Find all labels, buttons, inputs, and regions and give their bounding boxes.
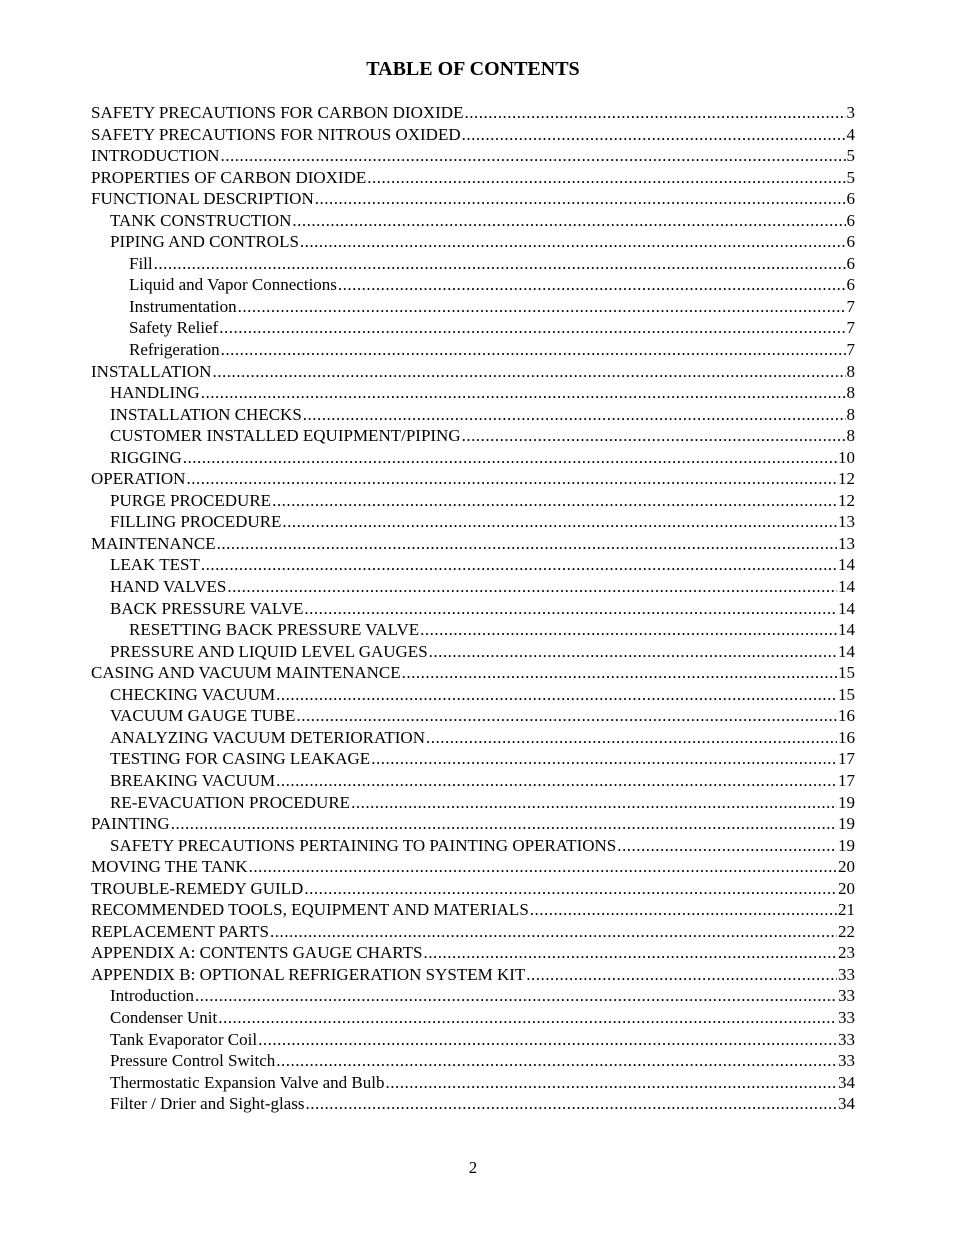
page-number: 2: [468, 1158, 478, 1177]
toc-entry-page-number: 19: [838, 814, 855, 834]
toc-entry[interactable]: [91, 576, 855, 598]
dot-leader: [276, 1050, 837, 1072]
dot-leader: [201, 382, 846, 404]
toc-entry-title: PROPERTIES OF CARBON DIOXIDE: [91, 167, 367, 187]
toc-entry-page-number: 8: [846, 426, 855, 446]
toc-entry[interactable]: [91, 468, 855, 490]
dot-leader: [423, 942, 837, 964]
toc-entry-title: Introduction: [110, 986, 195, 1006]
toc-entry-title: CUSTOMER INSTALLED EQUIPMENT/PIPING: [110, 426, 461, 446]
dot-leader: [276, 684, 837, 706]
dot-leader: [338, 274, 846, 296]
toc-entry[interactable]: [91, 835, 855, 857]
toc-entry[interactable]: [91, 339, 855, 361]
dot-leader: [303, 404, 846, 426]
dot-leader: [304, 598, 837, 620]
page-title: TABLE OF CONTENTS: [366, 58, 580, 80]
dot-leader: [420, 619, 837, 641]
toc-entry-page-number: 33: [838, 1051, 855, 1071]
toc-entry-page-number: 6: [846, 189, 855, 209]
toc-entry-page-number: 7: [846, 318, 855, 338]
toc-entry-page-number: 20: [838, 878, 855, 898]
toc-entry[interactable]: [91, 985, 855, 1007]
toc-entry-title: Safety Relief: [129, 318, 219, 338]
dot-leader: [219, 317, 845, 339]
toc-entry-page-number: 14: [838, 555, 855, 575]
dot-leader: [238, 296, 846, 318]
toc-entry-title: Instrumentation: [129, 296, 237, 316]
toc-entry-title: Condenser Unit: [110, 1007, 218, 1027]
toc-entry-page-number: 8: [846, 404, 855, 424]
toc-entry-title: APPENDIX A: CONTENTS GAUGE CHARTS: [91, 943, 423, 963]
toc-entry-title: LEAK TEST: [110, 555, 200, 575]
toc-entry-page-number: 33: [838, 986, 855, 1006]
toc-entry[interactable]: [91, 964, 855, 986]
dot-leader: [300, 231, 846, 253]
toc-entry-page-number: 21: [838, 900, 855, 920]
toc-entry[interactable]: [91, 942, 855, 964]
toc-entry-title: MOVING THE TANK: [91, 857, 248, 877]
toc-entry[interactable]: [91, 382, 855, 404]
toc-entry-page-number: 12: [838, 469, 855, 489]
dot-leader: [304, 878, 837, 900]
toc-entry[interactable]: [91, 511, 855, 533]
dot-leader: [186, 468, 837, 490]
dot-leader: [276, 770, 837, 792]
dot-leader: [221, 339, 846, 361]
toc-entry-title: Pressure Control Switch: [110, 1051, 276, 1071]
toc-entry-title: FILLING PROCEDURE: [110, 512, 282, 532]
toc-entry[interactable]: [91, 317, 855, 339]
toc-entry-page-number: 14: [838, 598, 855, 618]
toc-entry[interactable]: [91, 921, 855, 943]
toc-entry[interactable]: [91, 792, 855, 814]
dot-leader: [183, 447, 837, 469]
toc-entry[interactable]: [91, 684, 855, 706]
dot-leader: [296, 705, 837, 727]
dot-leader: [464, 102, 845, 124]
toc-entry[interactable]: [91, 619, 855, 641]
toc-entry-title: ANALYZING VACUUM DETERIORATION: [110, 727, 425, 747]
toc-entry[interactable]: [91, 188, 855, 210]
dot-leader: [195, 985, 837, 1007]
toc-entry-title: HANDLING: [110, 383, 200, 403]
toc-entry[interactable]: [91, 296, 855, 318]
toc-entry-title: Filter / Drier and Sight-glass: [110, 1094, 305, 1114]
dot-leader: [258, 1029, 837, 1051]
toc-entry-title: HAND VALVES: [110, 577, 227, 597]
toc-entry[interactable]: [91, 533, 855, 555]
toc-entry-title: CHECKING VACUUM: [110, 684, 276, 704]
dot-leader: [201, 554, 837, 576]
toc-entry-page-number: 6: [846, 232, 855, 252]
toc-entry-title: OPERATION: [91, 469, 186, 489]
toc-entry-title: TESTING FOR CASING LEAKAGE: [110, 749, 371, 769]
toc-entry[interactable]: [91, 1072, 855, 1094]
dot-leader: [249, 856, 837, 878]
toc-entry-page-number: 16: [838, 727, 855, 747]
toc-entry-page-number: 13: [838, 533, 855, 553]
toc-entry[interactable]: [91, 770, 855, 792]
toc-entry-title: MAINTENANCE: [91, 533, 216, 553]
toc-entry[interactable]: [91, 231, 855, 253]
toc-entry-page-number: 19: [838, 792, 855, 812]
toc-entry-title: RECOMMENDED TOOLS, EQUIPMENT AND MATERIALS: [91, 900, 529, 920]
toc-entry-page-number: 17: [838, 749, 855, 769]
toc-entry-title: CASING AND VACUUM MAINTENANCE: [91, 663, 401, 683]
toc-entry-page-number: 13: [838, 512, 855, 532]
toc-entry[interactable]: [91, 1007, 855, 1029]
toc-entry[interactable]: [91, 274, 855, 296]
toc-entry-title: VACUUM GAUGE TUBE: [110, 706, 296, 726]
toc-entry-title: INSTALLATION CHECKS: [110, 404, 302, 424]
toc-entry-page-number: 10: [838, 447, 855, 467]
toc-entry-page-number: 17: [838, 770, 855, 790]
toc-entry[interactable]: [91, 856, 855, 878]
toc-entry-page-number: 5: [846, 167, 855, 187]
toc-entry-title: PIPING AND CONTROLS: [110, 232, 299, 252]
toc-entry-page-number: 33: [838, 964, 855, 984]
toc-entry-page-number: 8: [846, 361, 855, 381]
toc-entry[interactable]: [91, 210, 855, 232]
table-of-contents: [91, 102, 855, 1115]
dot-leader: [351, 792, 837, 814]
toc-entry-page-number: 6: [846, 275, 855, 295]
dot-leader: [426, 727, 837, 749]
toc-entry[interactable]: [91, 641, 855, 663]
toc-entry-title: FUNCTIONAL DESCRIPTION: [91, 189, 314, 209]
toc-entry[interactable]: [91, 447, 855, 469]
dot-leader: [272, 490, 837, 512]
toc-entry-page-number: 7: [846, 340, 855, 360]
toc-entry-title: INTRODUCTION: [91, 146, 220, 166]
dot-leader: [217, 533, 837, 555]
dot-leader: [462, 124, 846, 146]
toc-entry-title: INSTALLATION: [91, 361, 212, 381]
toc-entry[interactable]: [91, 404, 855, 426]
toc-entry-title: SAFETY PRECAUTIONS FOR NITROUS OXIDED: [91, 124, 461, 144]
toc-entry-title: BREAKING VACUUM: [110, 770, 276, 790]
toc-entry-title: PAINTING: [91, 814, 170, 834]
toc-entry[interactable]: [91, 1029, 855, 1051]
toc-entry-title: Thermostatic Expansion Valve and Bulb: [110, 1072, 385, 1092]
toc-entry[interactable]: [91, 554, 855, 576]
dot-leader: [402, 662, 837, 684]
toc-entry-page-number: 23: [838, 943, 855, 963]
toc-entry-page-number: 6: [846, 253, 855, 273]
toc-entry[interactable]: [91, 878, 855, 900]
dot-leader: [212, 361, 845, 383]
toc-entry[interactable]: [91, 813, 855, 835]
toc-entry[interactable]: [91, 361, 855, 383]
toc-entry-title: Liquid and Vapor Connections: [129, 275, 337, 295]
toc-entry-title: TANK CONSTRUCTION: [110, 210, 292, 230]
toc-entry-title: Tank Evaporator Coil: [110, 1029, 258, 1049]
toc-entry-page-number: 34: [838, 1072, 855, 1092]
toc-entry[interactable]: [91, 490, 855, 512]
toc-entry[interactable]: [91, 253, 855, 275]
dot-leader: [220, 145, 845, 167]
toc-entry-page-number: 15: [838, 663, 855, 683]
toc-entry-page-number: 33: [838, 1007, 855, 1027]
dot-leader: [292, 210, 845, 232]
toc-entry-page-number: 12: [838, 490, 855, 510]
dot-leader: [367, 167, 845, 189]
dot-leader: [385, 1072, 837, 1094]
toc-entry[interactable]: [91, 748, 855, 770]
toc-entry-title: SAFETY PRECAUTIONS PERTAINING TO PAINTING OPERATIONS: [110, 835, 617, 855]
toc-entry-title: BACK PRESSURE VALVE: [110, 598, 304, 618]
toc-entry[interactable]: [91, 1050, 855, 1072]
dot-leader: [530, 899, 837, 921]
dot-leader: [429, 641, 837, 663]
toc-entry-page-number: 34: [838, 1094, 855, 1114]
dot-leader: [270, 921, 837, 943]
toc-entry-page-number: 15: [838, 684, 855, 704]
toc-entry[interactable]: [91, 705, 855, 727]
toc-entry-title: RE-EVACUATION PROCEDURE: [110, 792, 351, 812]
toc-entry-page-number: 14: [838, 577, 855, 597]
toc-entry-title: PURGE PROCEDURE: [110, 490, 272, 510]
dot-leader: [218, 1007, 837, 1029]
dot-leader: [282, 511, 837, 533]
toc-entry[interactable]: [91, 145, 855, 167]
toc-entry-title: APPENDIX B: OPTIONAL REFRIGERATION SYSTEM KIT: [91, 964, 526, 984]
toc-entry[interactable]: [91, 1093, 855, 1115]
toc-entry-title: REPLACEMENT PARTS: [91, 921, 269, 941]
toc-entry-page-number: 7: [846, 296, 855, 316]
toc-entry-page-number: 3: [846, 103, 855, 122]
toc-entry[interactable]: [91, 727, 855, 749]
toc-entry-page-number: 14: [838, 620, 855, 640]
dot-leader: [315, 188, 846, 210]
dot-leader: [227, 576, 837, 598]
toc-entry[interactable]: [91, 598, 855, 620]
dot-leader: [171, 813, 837, 835]
toc-entry-title: Fill: [129, 253, 153, 273]
dot-leader: [154, 253, 846, 275]
toc-entry-title: Refrigeration: [129, 340, 220, 360]
toc-entry[interactable]: [91, 425, 855, 447]
toc-entry-title: RESETTING BACK PRESSURE VALVE: [129, 620, 420, 640]
toc-entry-title: PRESSURE AND LIQUID LEVEL GAUGES: [110, 641, 428, 661]
toc-entry[interactable]: [91, 124, 855, 146]
toc-entry-page-number: 14: [838, 641, 855, 661]
toc-entry[interactable]: [91, 102, 855, 124]
toc-entry[interactable]: [91, 167, 855, 189]
dot-leader: [526, 964, 837, 986]
toc-entry[interactable]: [91, 899, 855, 921]
dot-leader: [306, 1093, 837, 1115]
toc-entry-title: RIGGING: [110, 447, 182, 467]
dot-leader: [371, 748, 837, 770]
dot-leader: [617, 835, 837, 857]
toc-entry-page-number: 8: [846, 383, 855, 403]
toc-entry-page-number: 33: [838, 1029, 855, 1049]
toc-entry-page-number: 20: [838, 857, 855, 877]
toc-entry[interactable]: [91, 662, 855, 684]
toc-entry-title: SAFETY PRECAUTIONS FOR CARBON DIOXIDE: [91, 103, 464, 122]
dot-leader: [462, 425, 846, 447]
toc-entry-title: TROUBLE-REMEDY GUILD: [91, 878, 304, 898]
toc-entry-page-number: 22: [838, 921, 855, 941]
toc-entry-page-number: 5: [846, 146, 855, 166]
toc-entry-page-number: 6: [846, 210, 855, 230]
toc-entry-page-number: 19: [838, 835, 855, 855]
toc-entry-page-number: 4: [846, 124, 855, 144]
toc-entry-page-number: 16: [838, 706, 855, 726]
